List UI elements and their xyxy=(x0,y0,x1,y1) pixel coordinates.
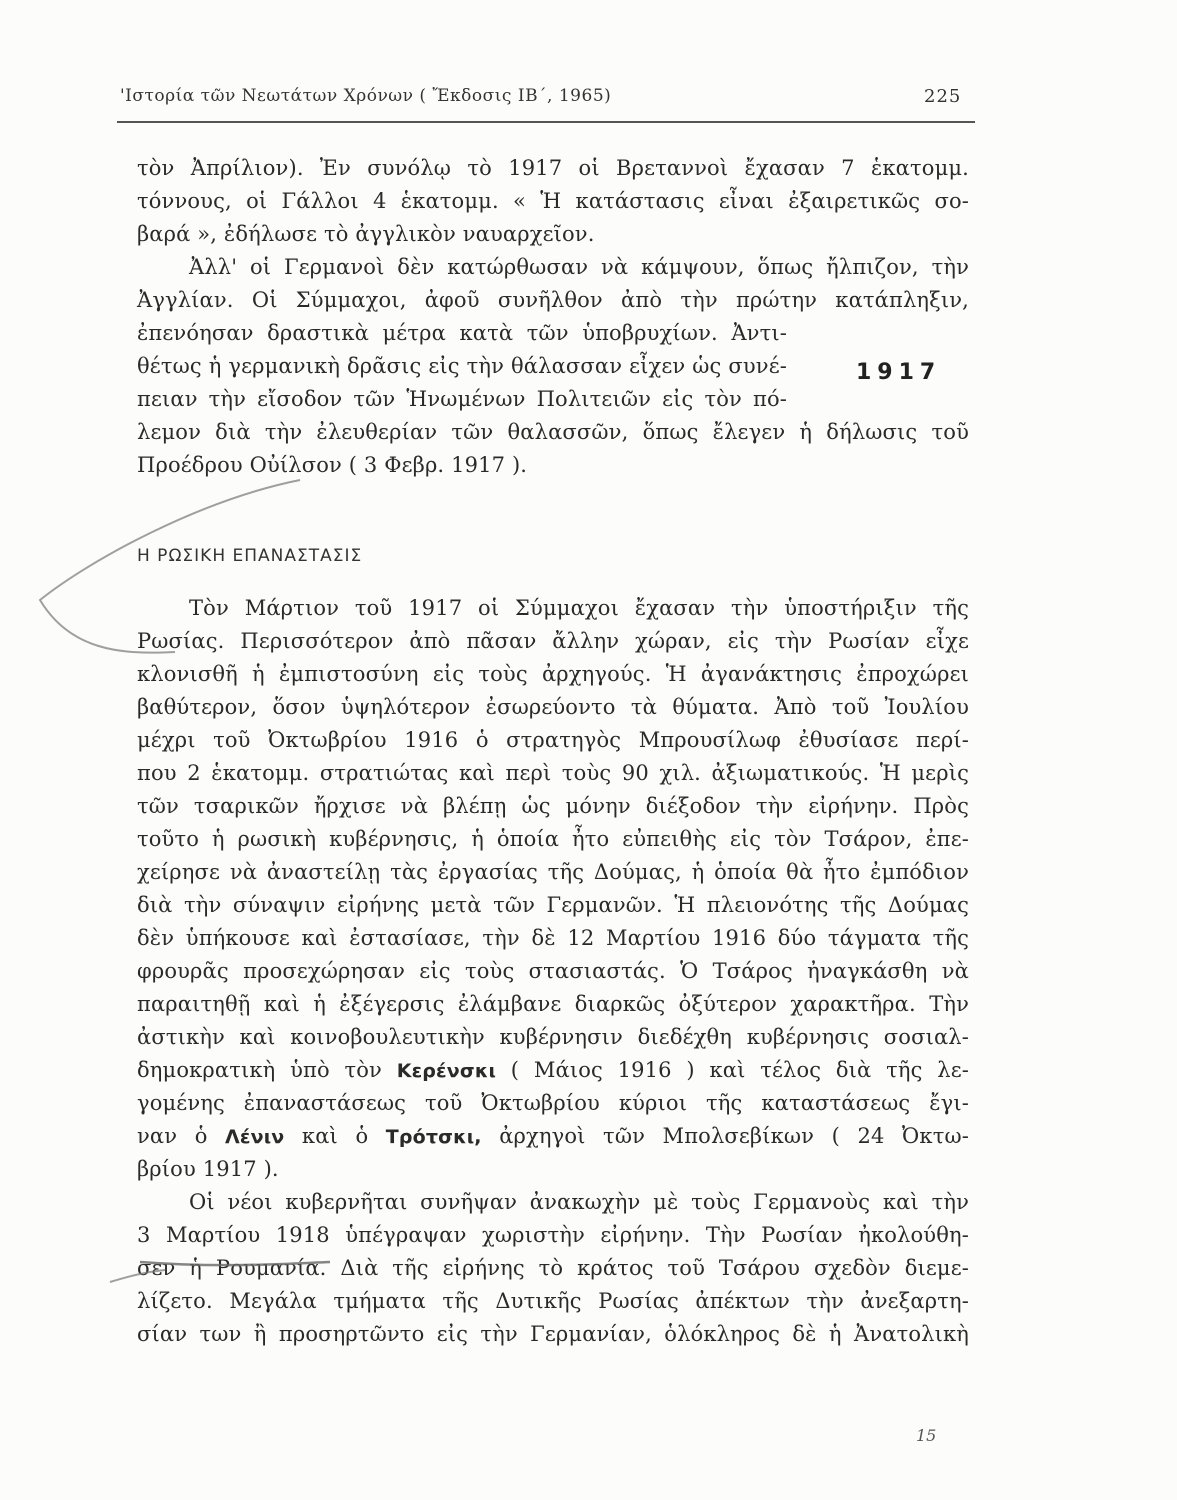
text-segment: ἀρχηγοὶ τῶν Μπολσεβίκων ( 24 Ὀκτω- xyxy=(499,1124,969,1148)
text-line: τὸν Ἀπρίλιον). Ἐν συνόλῳ τὸ 1917 οἱ Βρεταννοὶ ἔχασαν 7 ἑκατομμ. xyxy=(137,156,969,180)
text-segment: ( Μάιος 1916 ) καὶ τέλος διὰ τῆς λε- xyxy=(510,1058,969,1082)
margin-year-note: 1917 xyxy=(856,360,942,385)
text-line: φρουρᾶς προσεχώρησαν εἰς τοὺς στασιαστάς. Ὁ Τσάρος ἠναγκάσθη νὰ xyxy=(137,959,969,983)
text-line: ἐπενόησαν δραστικὰ μέτρα κατὰ τῶν ὑποβρυχίων. Ἀντι- xyxy=(137,321,787,345)
text-line: 3 Μαρτίου 1918 ὑπέγραψαν χωριστὴν εἰρήνην. Τὴν Ρωσίαν ἠκολούθη- xyxy=(137,1223,969,1247)
text-line: που 2 ἑκατομμ. στρατιώτας καὶ περὶ τοὺς 90 χιλ. ἀξιωματικούς. Ἡ μερὶς xyxy=(137,761,969,785)
text-line: σίαν των ἢ προσηρτῶντο εἰς τὴν Γερμανίαν, ὁλόκληρος δὲ ἡ Ἀνατολικὴ xyxy=(137,1322,969,1346)
text-line: σεν ἡ Ρουμανία. Διὰ τῆς εἰρήνης τὸ κράτος τοῦ Τσάρου σχεδὸν διεμε- xyxy=(137,1256,969,1280)
page-number: 225 xyxy=(924,86,962,107)
text-line xyxy=(137,1120,969,1153)
text-segment: ναν ὁ xyxy=(137,1124,208,1148)
text-line: Ἀλλ' οἱ Γερμανοὶ δὲν κατώρθωσαν νὰ κάμψουν, ὅπως ἤλπιζον, τὴν xyxy=(189,255,969,279)
text-line: χείρησε νὰ ἀναστείλῃ τὰς ἐργασίας τῆς Δούμας, ἡ ὁποία θὰ ἦτο ἐμπόδιον xyxy=(137,860,969,884)
section-heading: Η ΡΩΣΙΚΗ ΕΠΑΝΑΣΤΑΣΙΣ xyxy=(137,546,363,566)
text-line: τοῦτο ἡ ρωσικὴ κυβέρνησις, ἡ ὁποία ἦτο εὐπειθὴς εἰς τὸν Τσάρον, ἐπε- xyxy=(137,827,969,851)
text-line: γομένης ἐπαναστάσεως τοῦ Ὀκτωβρίου κύριοι τῆς καταστάσεως ἔγι- xyxy=(137,1091,969,1115)
text-line: τόννους, οἱ Γάλλοι 4 ἑκατομμ. « Ἡ κατάστασις εἶναι ἐξαιρετικῶς σο- xyxy=(137,189,969,213)
text-line: Προέδρου Οὐίλσον ( 3 Φεβρ. 1917 ). xyxy=(137,453,528,477)
text-segment: δημοκρατικὴ ὑπὸ τὸν xyxy=(137,1058,382,1082)
body-text-main xyxy=(137,592,969,1351)
text-line: παραιτηθῇ καὶ ἡ ἐξέγερσις ἐλάμβανε διαρκῶς ὀξύτερον χαρακτῆρα. Τὴν xyxy=(137,992,969,1016)
text-line: Οἱ νέοι κυβερνῆται συνῆψαν ἀνακωχὴν μὲ τοὺς Γερμανοὺς καὶ τὴν xyxy=(189,1190,969,1214)
text-line: μέχρι τοῦ Ὀκτωβρίου 1916 ὁ στρατηγὸς Μπρουσίλωφ ἐθυσίασε περί- xyxy=(137,728,969,752)
text-line: θέτως ἡ γερμανικὴ δρᾶσις εἰς τὴν θάλασσαν εἶχεν ὡς συνέ- xyxy=(137,354,787,378)
name-kerensky: Κερένσκι xyxy=(396,1060,497,1082)
text-line: πειαν τὴν εἴσοδον τῶν Ἡνωμένων Πολιτειῶν εἰς τὸν πό- xyxy=(137,387,787,411)
text-line: τῶν τσαρικῶν ἤρχισε νὰ βλέπῃ ὡς μόνην διέξοδον τὴν εἰρήνην. Πρὸς xyxy=(137,794,969,818)
footer-signature-mark: 15 xyxy=(916,1426,937,1445)
running-header-title: 'Ιστορία τῶν Νεωτάτων Χρόνων ( Ἔκδοσις ΙΒ΄, 1965) xyxy=(120,86,612,106)
text-line: λίζετο. Μεγάλα τμήματα τῆς Δυτικῆς Ρωσίας ἀπέκτων τὴν ἀνεξαρτη- xyxy=(137,1289,969,1313)
text-line: Ἀγγλίαν. Οἱ Σύμμαχοι, ἀφοῦ συνῆλθον ἀπὸ τὴν πρώτην κατάπληξιν, xyxy=(137,288,969,312)
body-text-top xyxy=(137,152,969,482)
text-line: Ρωσίας. Περισσότερον ἀπὸ πᾶσαν ἄλλην χώραν, εἰς τὴν Ρωσίαν εἶχε xyxy=(137,629,969,653)
text-line: κλονισθῆ ἡ ἐμπιστοσύνη εἰς τοὺς ἀρχηγούς. Ἡ ἀγανάκτησις ἐπροχώρει xyxy=(137,662,969,686)
text-line: βρίου 1917 ). xyxy=(137,1157,279,1181)
text-line: δὲν ὑπήκουσε καὶ ἐστασίασε, τὴν δὲ 12 Μαρτίου 1916 δύο τάγματα τῆς xyxy=(137,926,969,950)
text-line: βαθύτερον, ὅσον ὑψηλότερον ἐσωρεύοντο τὰ θύματα. Ἀπὸ τοῦ Ἰουλίου xyxy=(137,695,969,719)
text-line xyxy=(137,1054,969,1087)
text-segment: καὶ ὁ xyxy=(301,1124,369,1148)
name-trotsky: Τρότσκι, xyxy=(385,1126,482,1148)
text-line: Τὸν Μάρτιον τοῦ 1917 οἱ Σύμμαχοι ἔχασαν τὴν ὑποστήριξιν τῆς xyxy=(189,596,969,620)
name-lenin: Λένιν xyxy=(225,1126,285,1148)
text-line: λεμον διὰ τὴν ἐλευθερίαν τῶν θαλασσῶν, ὅπως ἔλεγεν ἡ δήλωσις τοῦ xyxy=(137,420,969,444)
header-rule xyxy=(117,121,975,123)
text-line: διὰ τὴν σύναψιν εἰρήνης μετὰ τῶν Γερμανῶν. Ἡ πλειονότης τῆς Δούμας xyxy=(137,893,969,917)
text-line: ἀστικὴν καὶ κοινοβουλευτικὴν κυβέρνησιν διεδέχθη κυβέρνησις σοσιαλ- xyxy=(137,1025,969,1049)
text-line: βαρά », ἐδήλωσε τὸ ἀγγλικὸν ναυαρχεῖον. xyxy=(137,222,595,246)
